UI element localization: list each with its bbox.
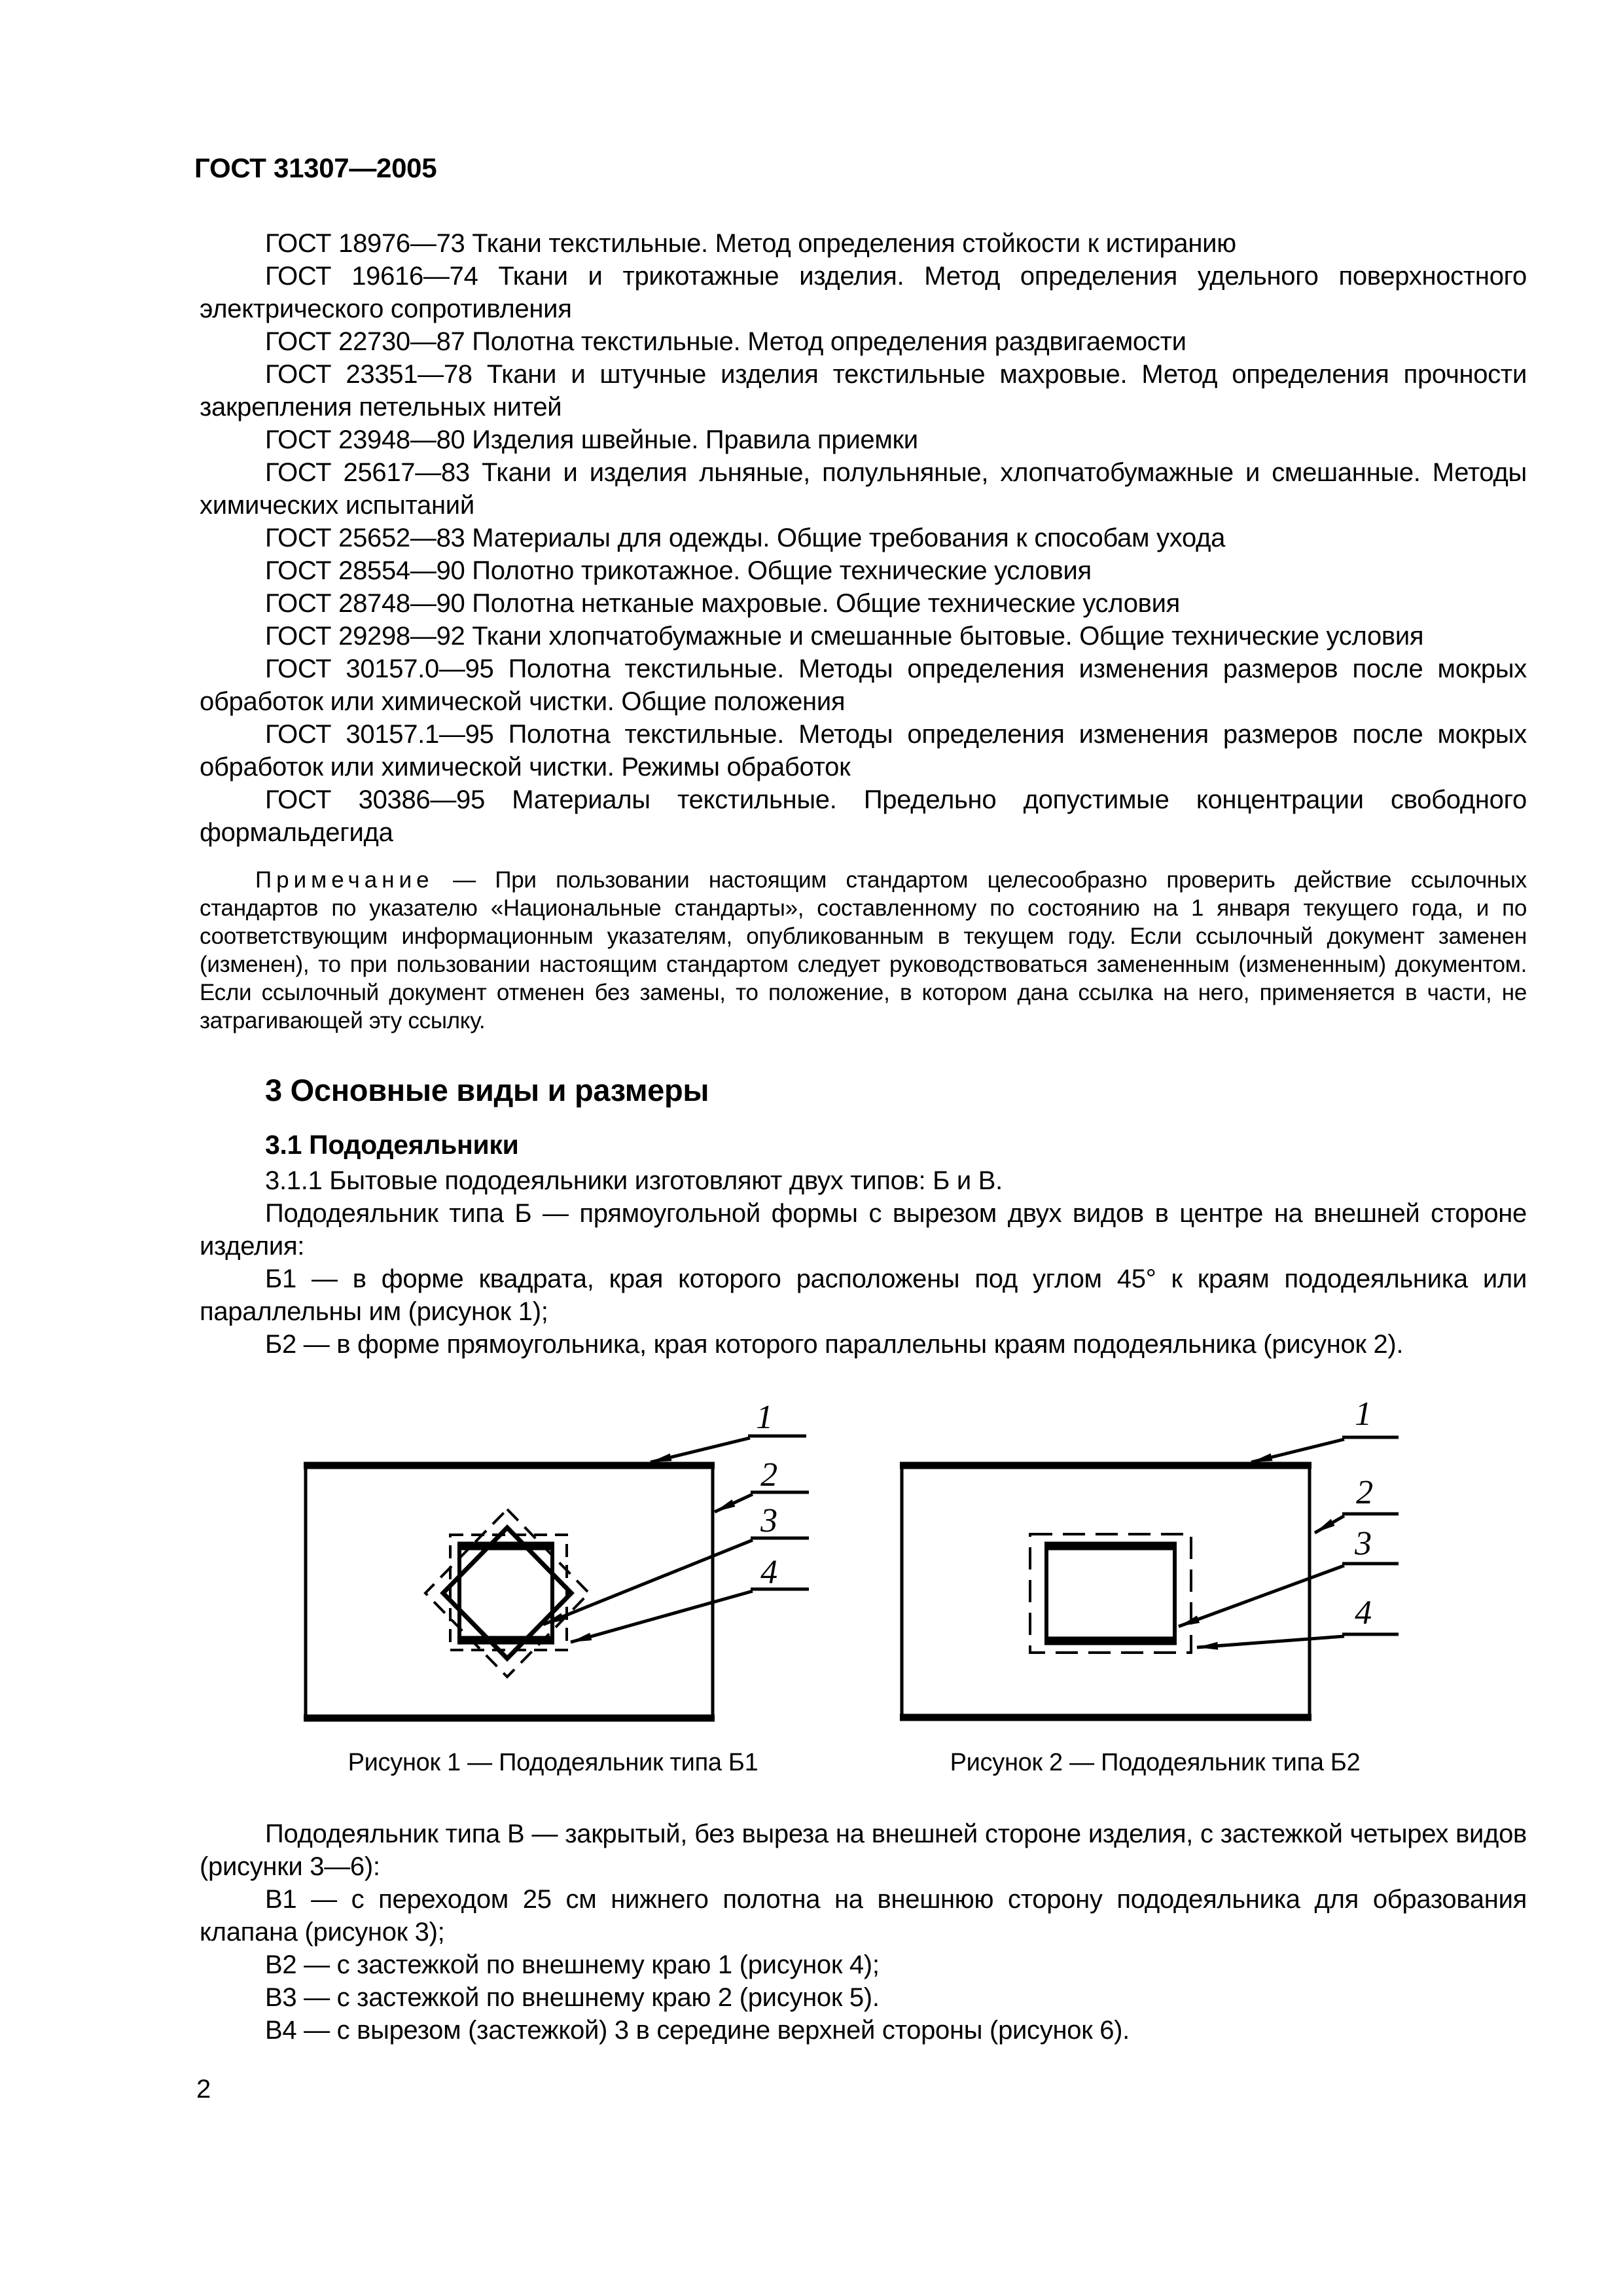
doc-header: ГОСТ 31307—2005 [194, 152, 437, 183]
paragraph: В2 — с застежкой по внешнему краю 1 (рисунок 4); [265, 1950, 880, 1979]
figure-2-drawing [890, 1394, 1420, 1728]
callout-3-arrow [1179, 1566, 1344, 1626]
duvet-outline [902, 1465, 1310, 1717]
duvet-outline [306, 1465, 713, 1718]
callout-4-label: 4 [760, 1554, 777, 1591]
callout-2-label: 2 [1356, 1474, 1373, 1511]
callout-1-arrow [651, 1438, 750, 1462]
reference-item: ГОСТ 28554—90 Полотно трикотажное. Общие технические условия [265, 556, 1092, 585]
callout-2-label: 2 [760, 1456, 777, 1494]
figure-1-caption: Рисунок 1 — Пододеяльник типа Б1 [348, 1749, 758, 1776]
reference-item: ГОСТ 25617—83 Ткани и изделия льняные, полульняные, хлопчатобумажные и смешанные. Методы химических испытаний [200, 458, 1527, 520]
note-label: Примечание [255, 867, 434, 893]
subsection-heading: 3.1 Пододеяльники [265, 1130, 519, 1160]
callout-2-arrow [715, 1494, 753, 1512]
callout-4-label: 4 [1355, 1594, 1372, 1632]
reference-item: ГОСТ 18976—73 Ткани текстильные. Метод определения стойкости к истиранию [265, 229, 1236, 258]
paragraphs-before-figures [200, 1164, 1527, 1361]
reference-item: ГОСТ 23948—80 Изделия швейные. Правила приемки [265, 425, 918, 454]
note-text: При пользовании настоящим стандартом целесообразно проверить действие ссылочных стандартов по указателю «Национальные стандарты», составленному по состоянию на 1 января текущего года, и по соответствующим информационным указателям, опубликованным в текущем году. Если ссылочный документ заменен (изменен), то при пользовании настоящим стандартом следует руководствоваться замененным (измененным) документом. Если ссылочный документ отменен без замены, то положение, в котором дана ссылка на него, применяется в части, не затрагивающей эту ссылку. [200, 867, 1527, 1033]
reference-item: ГОСТ 23351—78 Ткани и штучные изделия текстильные махровые. Метод определения прочности закрепления петельных нитей [200, 360, 1527, 422]
figure-1-drawing [288, 1394, 818, 1728]
callout-4-arrow [1197, 1636, 1344, 1647]
callout-4-arrow [571, 1591, 753, 1642]
reference-item: ГОСТ 30386—95 Материалы текстильные. Предельно допустимые концентрации свободного формальдегида [200, 785, 1527, 847]
callout-3-label: 3 [760, 1502, 777, 1539]
section-heading: 3 Основные виды и размеры [265, 1073, 709, 1107]
callout-1-label: 1 [1355, 1395, 1372, 1433]
reference-item: ГОСТ 30157.0—95 Полотна текстильные. Методы определения изменения размеров после мокрых обработок или химической чистки. Общие положения [200, 655, 1527, 716]
cutout-solid-rect [1046, 1546, 1175, 1641]
cutout-dashed-rect [1030, 1534, 1191, 1653]
paragraph: В4 — с вырезом (застежкой) 3 в середине верхней стороны (рисунок 6). [265, 2016, 1130, 2045]
reference-item: ГОСТ 29298—92 Ткани хлопчатобумажные и смешанные бытовые. Общие технические условия [265, 622, 1424, 651]
reference-item: ГОСТ 28748—90 Полотна нетканые махровые. Общие технические условия [265, 589, 1181, 618]
paragraph: Б2 — в форме прямоугольника, края которого параллельны краям пододеяльника (рисунок 2). [265, 1330, 1404, 1359]
figure-2-caption: Рисунок 2 — Пододеяльник типа Б2 [950, 1749, 1361, 1776]
paragraph: Пододеяльник типа Б — прямоугольной формы с вырезом двух видов в центре на внешней стороне изделия: [200, 1199, 1527, 1261]
paragraph: Пододеяльник типа В — закрытый, без выреза на внешней стороне изделия, с застежкой четырех видов (рисунки 3—6): [200, 1820, 1527, 1881]
callout-3-arrow [543, 1540, 753, 1624]
paragraph: 3.1.1 Бытовые пододеяльники изготовляют двух типов: Б и В. [265, 1166, 1003, 1195]
paragraphs-after-figures [200, 1818, 1527, 2047]
callout-3-label: 3 [1355, 1525, 1372, 1562]
reference-item: ГОСТ 19616—74 Ткани и трикотажные изделия. Метод определения удельного поверхностного электрического сопротивления [200, 262, 1527, 323]
callout-1-arrow [1251, 1439, 1344, 1462]
callout-2-arrow [1315, 1516, 1344, 1533]
page-number: 2 [196, 2075, 211, 2104]
reference-item: ГОСТ 30157.1—95 Полотна текстильные. Методы определения изменения размеров после мокрых обработок или химической чистки. Режимы обработок [200, 720, 1527, 781]
note-separator: — [433, 867, 495, 893]
paragraph: Б1 — в форме квадрата, края которого расположены под углом 45° к краям пододеяльника или параллельны им (рисунок 1); [200, 1265, 1527, 1326]
references-list [200, 227, 1527, 849]
paragraph: В3 — с застежкой по внешнему краю 2 (рисунок 5). [265, 1983, 880, 2012]
paragraph: В1 — с переходом 25 см нижнего полотна на внешнюю сторону пододеяльника для образования клапана (рисунок 3); [200, 1885, 1527, 1946]
callout-1-label: 1 [756, 1399, 773, 1436]
reference-item: ГОСТ 25652—83 Материалы для одежды. Общие требования к способам ухода [265, 524, 1226, 552]
note-paragraph [200, 866, 1527, 1035]
reference-item: ГОСТ 22730—87 Полотна текстильные. Метод определения раздвигаемости [265, 327, 1186, 356]
